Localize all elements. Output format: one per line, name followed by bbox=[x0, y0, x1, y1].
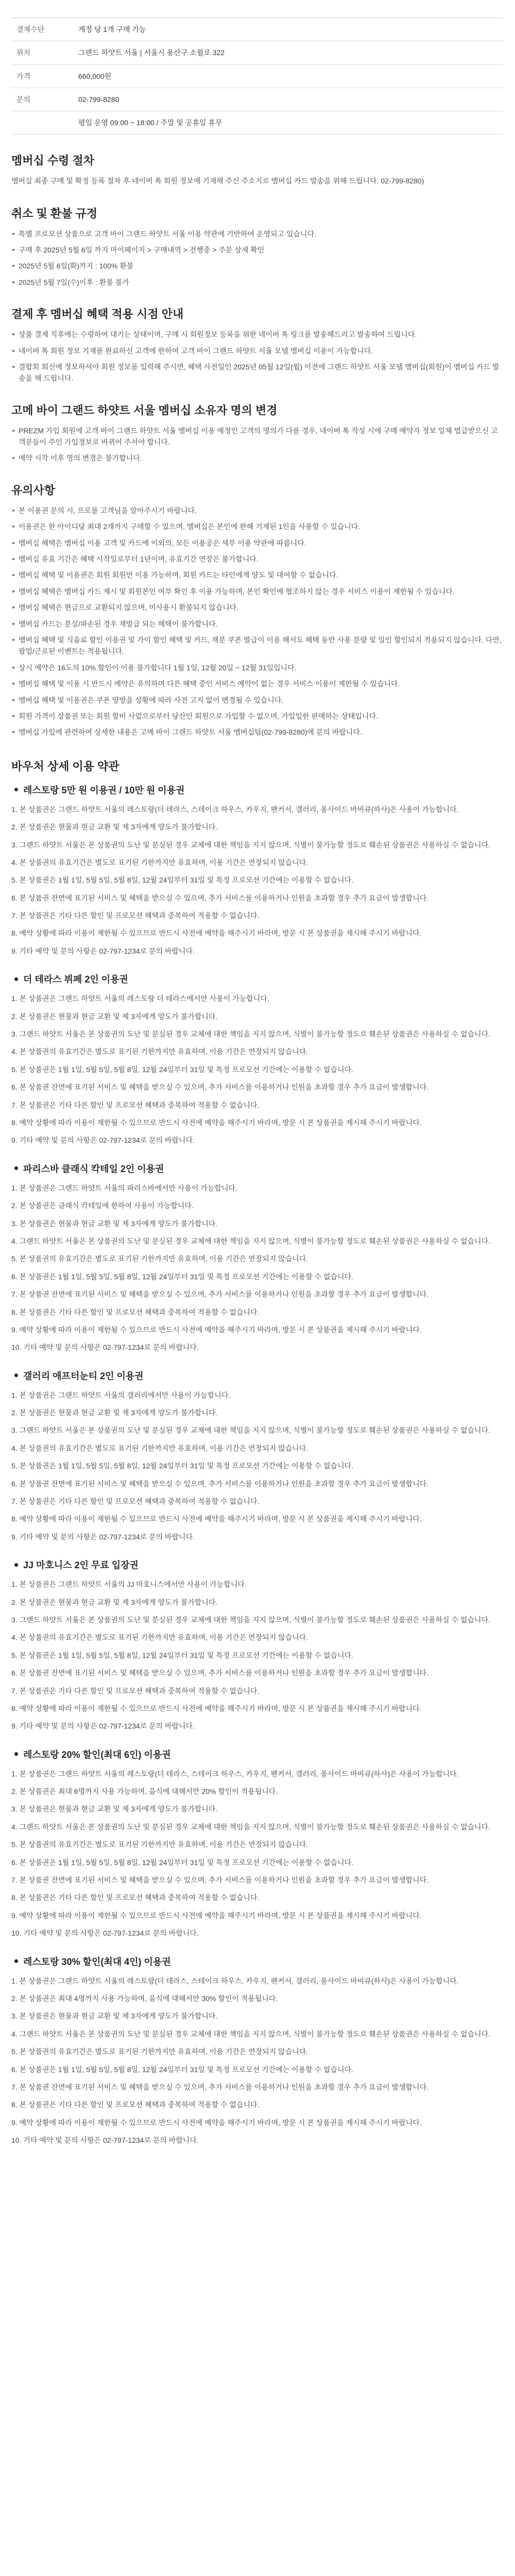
list-item: 이용권은 한 아이디당 최대 2개까지 구매할 수 있으며, 멤버십은 본인에 한해 기재된 1인을 사용할 수 있습니다. bbox=[11, 521, 504, 532]
rule-item: 2. 본 상품권은 현물과 현금 교환 및 제 3자에게 양도가 불가합니다. bbox=[11, 1409, 218, 1417]
info-value bbox=[73, 41, 504, 64]
section-title-receive: 멤버십 수령 절차 bbox=[11, 154, 94, 167]
list-item: 멤버십 혜택 및 식음료 할인 이용권 및 가이 할인 혜택 및 카드, 재분 쿠폰 발급이 이용 해서도 혜택 동반 사용 분량 및 일인 할인되지 적용되지 않습니다. 다만, 팝업/근로된 이벤트는 적용됩니다. bbox=[11, 634, 504, 657]
venue-block bbox=[11, 1748, 504, 1939]
list-item: 멤버십 혜택 및 이용권은 회원 회원만 이용 가능하며, 회원 카드는 타인에게 양도 및 대여할 수 없습니다. bbox=[11, 569, 504, 581]
section-method bbox=[11, 306, 504, 384]
bullet-dot-icon bbox=[14, 788, 18, 791]
info-value bbox=[73, 64, 504, 88]
info-key: 가격 bbox=[11, 64, 73, 88]
info-row bbox=[11, 64, 504, 88]
rule-item: 3. 그랜드 하얏트 서울은 본 상품권의 도난 및 분실된 경우 교체에 대한 책임을 지지 않으며, 식별이 불가능할 정도로 훼손된 상품권은 사용하실 수 없습니다. bbox=[11, 1426, 490, 1435]
rule-item: 6. 본 상품권 잔면에 표기된 서비스 및 혜택을 받으실 수 있으며, 추가 서비스를 이용하거나 인원을 초과할 경우 추가 요금이 발생합니다. bbox=[11, 1083, 429, 1092]
rule-item: 1. 본 상품권은 그랜드 하얏트 서울의 갤러리에서만 사용이 가능합니다. bbox=[11, 1391, 231, 1399]
venue-rules bbox=[11, 1768, 504, 1939]
venue-name: 레스토랑 20% 할인(최대 6인) 이용권 bbox=[23, 1749, 171, 1760]
venue-name: 레스토랑 5만 원 이용권 / 10만 원 이용권 bbox=[23, 785, 185, 795]
rule-item: 5. 본 상품권은 1월 1일, 5월 5일, 5월 8일, 12월 24일부터 31일 및 특정 프로모션 기간에는 이용할 수 없습니다. bbox=[11, 1651, 354, 1659]
venue-block bbox=[11, 972, 504, 1146]
list-item: 멤버십 가입에 관련하여 상세한 내용은 고메 바이 그랜드 하얏트 서울 멤버십팀(02-799-8280)에 문의 바랍니다. bbox=[11, 726, 504, 738]
rule-item: 2. 본 상품권은 현물과 현금 교환 및 제 3자에게 양도가 불가합니다. bbox=[11, 1598, 218, 1606]
venue-name: 갤러리 애프터눈티 2인 이용권 bbox=[23, 1370, 144, 1381]
rule-item: 8. 예약 상황에 따라 이용이 제한될 수 있으므로 반드시 사전에 예약을 해주시기 바라며, 방문 시 본 상품권을 제시해 주시기 바랍니다. bbox=[11, 1704, 422, 1713]
list-item: 상품 결제 직후에는 수령하여 대기는 상태이며, 구매 시 회원정보 등록을 위한 네이버 톡 링크를 발송해드리고 발송하여 드립니다. bbox=[11, 329, 504, 340]
info-key bbox=[11, 111, 73, 134]
list-item: 결합회 회신에 정보하셔야 회원 정보를 입력해 주시면, 혜택 사전일인 2025년 05월 12일(월) 이전에 그랜드 하얏트 서울 모델 멤버십(회원)이 멤버십 카드 발송을 해 드립니다. bbox=[11, 361, 504, 384]
rule-item: 7. 본 상품권은 기타 다른 할인 및 프로모션 혜택과 중복하여 적용할 수 없습니다. bbox=[11, 1497, 260, 1506]
cancel-list bbox=[11, 228, 504, 289]
rule-item: 2. 본 상품권은 최대 4명까지 사용 가능하며, 음식에 대해서만 30% 할인이 적용됩니다. bbox=[11, 1994, 278, 2003]
rule-item: 2. 본 상품권은 현물과 현금 교환 및 제 3자에게 양도가 불가합니다. bbox=[11, 823, 218, 832]
rule-item: 5. 본 상품권은 1월 1일, 5월 5일, 5월 8일, 12월 24일부터 31일 및 특정 프로모션 기간에는 이용할 수 없습니다. bbox=[11, 1462, 354, 1470]
rule-item: 10. 기타 예약 및 문의 사항은 02-797-1234로 문의 바랍니다. bbox=[11, 1343, 199, 1352]
method-list bbox=[11, 329, 504, 384]
rule-item: 1. 본 상품권은 그랜드 하얏트 서울의 레스토랑(더 테라스, 스테이크 하우스, 카우지, 팬커서, 갤러리, 올사이드 바비큐(하사)은 사용이 가능합니다. bbox=[11, 1976, 459, 1985]
info-value-text: 계정 당 1개 구매 가능 bbox=[78, 25, 146, 33]
bullet-dot-icon bbox=[14, 1563, 18, 1567]
list-item: 멤버십 혜택은 현금으로 교환되지 않으며, 미사용시 환불되지 않습니다. bbox=[11, 602, 504, 613]
venue-title bbox=[11, 1558, 504, 1571]
info-row bbox=[11, 111, 504, 134]
venue-name: 레스토랑 30% 할인(최대 4인) 이용권 bbox=[23, 1956, 171, 1967]
info-row bbox=[11, 41, 504, 64]
rule-item: 2. 본 상품권은 현물과 현금 교환 및 제 3자에게 양도가 불가합니다. bbox=[11, 1012, 218, 1021]
section-notice bbox=[11, 482, 504, 738]
list-item: PREZM 가입 회원에 고객 바이 그랜드 하얏트 서울 멤버십 이용 예정인 고객의 명의가 다를 경우, 네이버 톡 작성 시에 구매 예약자 정보 일체 법급받으신 고객분들이 주인 가입정보로 바뀌어 주셔야 합니다. bbox=[11, 425, 504, 448]
list-item: 멤버십 혜택 및 이용 시 반드시 예약은 유의하며 다른 혜택 중인 서비스 예약이 없는 경우 서비스 이용이 제한될 수 있습니다. bbox=[11, 678, 504, 689]
owner-change-list bbox=[11, 425, 504, 464]
venue-title bbox=[11, 783, 504, 796]
venue-block bbox=[11, 783, 504, 957]
info-value bbox=[73, 18, 504, 41]
rule-item: 8. 본 상품권은 기타 다른 할인 및 프로모션 혜택과 중복하여 적용할 수 없습니다. bbox=[11, 2100, 260, 2109]
rule-item: 6. 본 상품권은 1월 1일, 5월 5일, 5월 8일, 12월 24일부터 31일 및 특정 프로모션 기간에는 이용할 수 없습니다. bbox=[11, 1272, 354, 1281]
rule-item: 4. 그랜드 하얏트 서울은 본 상품권의 도난 및 분실된 경우 교체에 대한 책임을 지지 않으며, 식별이 불가능할 정도로 훼손된 상품권은 사용하실 수 없습니다. bbox=[11, 1822, 490, 1831]
section-title-notice: 유의사항 bbox=[11, 483, 56, 497]
list-item: 네이버 톡 회원 정보 기재를 완료하신 고객에 한하여 고객 바이 그랜드 하얏트 서울 모델 멤버십 이용이 가능합니다. bbox=[11, 345, 504, 357]
rule-item: 3. 본 상품권은 현물과 현금 교환 및 제 3자에게 양도가 불가합니다. bbox=[11, 2012, 218, 2021]
list-item: 상시 예약은 16도의 10% 할인이 이용 불가합니다 1월 1일, 12월 20일 ~ 12월 31일입니다. bbox=[11, 662, 504, 673]
rule-item: 2. 본 상품권은 최대 6명까지 사용 가능하며, 음식에 대해서만 20% 할인이 적용됩니다. bbox=[11, 1787, 278, 1796]
rule-item: 8. 예약 상황에 따라 이용이 제한될 수 있으므로 반드시 사전에 예약을 해주시기 바라며, 방문 시 본 상품권을 제시해 주시기 바랍니다. bbox=[11, 1118, 422, 1127]
rule-item: 2. 본 상품권은 클래식 칵테일에 한하여 사용이 가능합니다. bbox=[11, 1201, 194, 1210]
list-item: 2025년 5월 7일(수)이후 : 환불 불가 bbox=[11, 277, 504, 288]
list-item: 본 이용권 문의 시, 프로를 고객님을 알아주시기 바랍니다. bbox=[11, 505, 504, 516]
venue-rules bbox=[11, 1182, 504, 1353]
bullet-dot-icon bbox=[14, 1959, 18, 1963]
list-item: 구매 후 2025년 5월 6일 까지 마이페이지 > 구매내역 > 전행중 > 주문 상세 확인 bbox=[11, 244, 504, 256]
rule-item: 3. 그랜드 하얏트 서울은 본 상품권의 도난 및 분실된 경우 교체에 대한 책임을 지지 않으며, 식별이 불가능할 정도로 훼손된 상품권은 사용하실 수 없습니다. bbox=[11, 1615, 490, 1624]
rule-item: 3. 본 상품권은 현물과 현금 교환 및 제 3자에게 양도가 불가합니다. bbox=[11, 1805, 218, 1814]
rule-item: 4. 본 상품권의 유효기간은 별도로 표기된 기한까지만 유효하며, 이용 기간은 연장되지 않습니다. bbox=[11, 1633, 308, 1642]
rule-item: 1. 본 상품권은 그랜드 하얏트 서울의 JJ 마호니스에서만 사용이 가능합니다. bbox=[11, 1580, 247, 1589]
section-cancel bbox=[11, 205, 504, 289]
list-item: 예약 시작 이후 명의 변경은 불가합니다. bbox=[11, 452, 504, 464]
notice-list bbox=[11, 505, 504, 738]
rule-item: 9. 기타 예약 및 문의 사항은 02-797-1234로 문의 바랍니다. bbox=[11, 1532, 195, 1541]
info-value-text: 그랜드 하얏트 서울 | 서울시 용산구 소월로 322 bbox=[78, 48, 225, 57]
venue-rules bbox=[11, 804, 504, 957]
venue-block bbox=[11, 1955, 504, 2146]
rule-item: 6. 본 상품권 잔면에 표기된 서비스 및 혜택을 받으실 수 있으며, 추가 서비스를 이용하거나 인원을 초과할 경우 추가 요금이 발생합니다. bbox=[11, 893, 429, 902]
info-value-text: 660,000원 bbox=[78, 72, 112, 80]
rule-item: 4. 본 상품권의 유효기간은 별도로 표기된 기한까지만 유효하며, 이용 기간은 연장되지 않습니다. bbox=[11, 1047, 308, 1056]
receive-text: 멤버십 최종 구매 및 확정 등록 절차 후 네이버 톡 회원 정보에 기재해 주신 주소지로 멤버십 카드 발송을 위해 드립니다. 02-799-8280) bbox=[11, 177, 424, 185]
info-value bbox=[73, 111, 504, 134]
rule-item: 8. 예약 상황에 따라 이용이 제한될 수 있으므로 반드시 사전에 예약을 해주시기 바라며, 방문 시 본 상품권을 제시해 주시기 바랍니다. bbox=[11, 929, 422, 938]
info-key: 문의 bbox=[11, 88, 73, 111]
rule-item: 8. 본 상품권은 기타 다른 할인 및 프로모션 혜택과 중복하여 적용할 수 없습니다. bbox=[11, 1893, 260, 1902]
section-title-terms: 바우처 상세 이용 약관 bbox=[11, 759, 119, 773]
rule-item: 4. 그랜드 하얏트 서울은 본 상품권의 도난 및 분실된 경우 교체에 대한 책임을 지지 않으며, 식별이 불가능할 정도로 훼손된 상품권은 사용하실 수 없습니다. bbox=[11, 2029, 490, 2038]
rule-item: 8. 예약 상황에 따라 이용이 제한될 수 있으므로 반드시 사전에 예약을 해주시기 바라며, 방문 시 본 상품권을 제시해 주시기 바랍니다. bbox=[11, 1515, 422, 1523]
section-title-owner-change: 고메 바이 그랜드 하얏트 서울 멤버십 소유자 명의 변경 bbox=[11, 403, 278, 417]
rule-item: 5. 본 상품권의 유효기간은 별도로 표기된 기한까지만 유효하며, 이용 기간은 연장되지 않습니다. bbox=[11, 1840, 308, 1849]
bullet-dot-icon bbox=[14, 1166, 18, 1170]
venue-title bbox=[11, 1955, 504, 1968]
list-item: 멤버십 혜택은 멤버십 카드 제시 및 회원본인 여부 확인 후 이용 가능하며, 본인 확인에 협조하지 않는 경우 서비스 이용이 제한될 수 있습니다. bbox=[11, 586, 504, 597]
info-value bbox=[73, 88, 504, 111]
info-value-text: 평일 운영 09:00 ~ 18:00 / 주말 및 공휴일 휴무 bbox=[78, 118, 222, 127]
venue-rules bbox=[11, 1389, 504, 1543]
rule-item: 5. 본 상품권은 1월 1일, 5월 5일, 5월 8일, 12월 24일부터 31일 및 특정 프로모션 기간에는 이용할 수 없습니다. bbox=[11, 876, 354, 885]
venue-rules bbox=[11, 1975, 504, 2146]
bullet-dot-icon bbox=[14, 1374, 18, 1377]
rule-item: 9. 기타 예약 및 문의 사항은 02-797-1234로 문의 바랍니다. bbox=[11, 946, 195, 955]
rule-item: 4. 본 상품권의 유효기간은 별도로 표기된 기한까지만 유효하며, 이용 기간은 연장되지 않습니다. bbox=[11, 858, 308, 867]
list-item: 특별 프로모션 상품으로 고객 바이 그랜드 하얏트 서울 이용 약관에 기반하여 운영되고 있습니다. bbox=[11, 228, 504, 240]
rule-item: 4. 그랜드 하얏트 서울은 본 상품권의 도난 및 분실된 경우 교체에 대한 책임을 지지 않으며, 식별이 불가능할 정도로 훼손된 상품권은 사용하실 수 없습니다. bbox=[11, 1236, 490, 1245]
section-title-cancel: 취소 및 환불 규정 bbox=[11, 207, 98, 220]
rule-item: 3. 그랜드 하얏트 서울은 본 상품권의 도난 및 분실된 경우 교체에 대한 책임을 지지 않으며, 식별이 불가능할 정도로 훼손된 상품권은 사용하실 수 없습니다. bbox=[11, 840, 490, 849]
rule-item: 10. 기타 예약 및 문의 사항은 02-797-1234로 문의 바랍니다. bbox=[11, 1929, 199, 1938]
rule-item: 8. 본 상품권은 기타 다른 할인 및 프로모션 혜택과 중복하여 적용할 수 없습니다. bbox=[11, 1308, 260, 1316]
rule-item: 7. 본 상품권 잔면에 표기된 서비스 및 혜택을 받으실 수 있으며, 추가 서비스를 이용하거나 인원을 초과할 경우 추가 요금이 발생합니다. bbox=[11, 1290, 429, 1299]
list-item: 2025년 5월 6일(화)까지 : 100% 환불 bbox=[11, 260, 504, 272]
rule-item: 7. 본 상품권은 기타 다른 할인 및 프로모션 혜택과 중복하여 적용할 수 없습니다. bbox=[11, 911, 260, 920]
list-item: 멤버십 혜택은 멤버십 이용 고객 및 카드에 이외의, 모든 이용공은 세부 이용 약관에 따릅니다. bbox=[11, 537, 504, 549]
venue-name: 파리스바 클래식 칵테일 2인 이용권 bbox=[23, 1163, 164, 1174]
rule-item: 7. 본 상품권은 기타 다른 할인 및 프로모션 혜택과 중복하여 적용할 수 없습니다. bbox=[11, 1686, 260, 1695]
list-item: 멤버십 혜택 및 이용권은 쿠폰 양방을 상황에 따라 사전 고지 없이 변경될 수 있습니다. bbox=[11, 694, 504, 706]
info-key: 결제수단 bbox=[11, 18, 73, 41]
venue-block bbox=[11, 1162, 504, 1353]
rule-item: 4. 본 상품권의 유효기간은 별도로 표기된 기한까지만 유효하며, 이용 기간은 연장되지 않습니다. bbox=[11, 1444, 308, 1452]
venue-name: JJ 마호니스 2인 무료 입장권 bbox=[23, 1560, 139, 1571]
bullet-dot-icon bbox=[14, 1752, 18, 1756]
rule-item: 9. 예약 상황에 따라 이용이 제한될 수 있으므로 반드시 사전에 예약을 해주시기 바라며, 방문 시 본 상품권을 제시해 주시기 바랍니다. bbox=[11, 1325, 422, 1334]
section-title-method: 결제 후 멤버십 혜택 적용 시점 안내 bbox=[11, 308, 184, 321]
venue-rules bbox=[11, 1579, 504, 1732]
venue-title bbox=[11, 1162, 504, 1175]
rule-item: 1. 본 상품권은 그랜드 하얏트 서울의 레스토랑(더 테라스, 스테이크 하우스, 카우지, 팬커서, 갤러리, 올사이드 바비큐(하사)은 사용이 가능합니다. bbox=[11, 805, 459, 814]
info-row bbox=[11, 18, 504, 41]
rule-item: 7. 본 상품권 잔면에 표기된 서비스 및 혜택을 받으실 수 있으며, 추가 서비스를 이용하거나 인원을 초과할 경우 추가 요금이 발생합니다. bbox=[11, 1876, 429, 1885]
rule-item: 9. 예약 상황에 따라 이용이 제한될 수 있으므로 반드시 사전에 예약을 해주시기 바라며, 방문 시 본 상품권을 제시해 주시기 바랍니다. bbox=[11, 1911, 422, 1920]
rule-item: 6. 본 상품권 잔면에 표기된 서비스 및 혜택을 받으실 수 있으며, 추가 서비스를 이용하거나 인원을 초과할 경우 추가 요금이 발생합니다. bbox=[11, 1479, 429, 1488]
list-item: 멤버십 카드는 분실/파손된 경우 재발급 되는 해택이 불가합니다. bbox=[11, 618, 504, 630]
info-key: 위치 bbox=[11, 41, 73, 64]
rule-item: 9. 기타 예약 및 문의 사항은 02-797-1234로 문의 바랍니다. bbox=[11, 1136, 195, 1145]
venue-name: 더 테라스 뷔페 2인 이용권 bbox=[23, 974, 128, 985]
section-receive bbox=[11, 152, 504, 187]
rule-item: 5. 본 상품권의 유효기간은 별도로 표기된 기한까지만 유효하며, 이용 기간은 연장되지 않습니다. bbox=[11, 1255, 308, 1263]
info-value-text: 02-799-8280 bbox=[78, 95, 119, 104]
rule-item: 5. 본 상품권은 1월 1일, 5월 5일, 5월 8일, 12월 24일부터 31일 및 특정 프로모션 기간에는 이용할 수 없습니다. bbox=[11, 1065, 354, 1074]
rule-item: 10. 기타 예약 및 문의 사항은 02-797-1234로 문의 바랍니다. bbox=[11, 2136, 199, 2145]
rule-item: 9. 기타 예약 및 문의 사항은 02-797-1234로 문의 바랍니다. bbox=[11, 1722, 195, 1731]
rule-item: 3. 그랜드 하얏트 서울은 본 상품권의 도난 및 분실된 경우 교체에 대한 책임을 지지 않으며, 식별이 불가능할 정도로 훼손된 상품권은 사용하실 수 없습니다. bbox=[11, 1030, 490, 1039]
rule-item: 6. 본 상품권 잔면에 표기된 서비스 및 혜택을 받으실 수 있으며, 추가 서비스를 이용하거나 인원을 초과할 경우 추가 요금이 발생합니다. bbox=[11, 1669, 429, 1677]
venue-block bbox=[11, 1558, 504, 1732]
rule-item: 1. 본 상품권은 그랜드 하얏트 서울의 레스토랑 더 테라스에서만 사용이 가능합니다. bbox=[11, 994, 269, 1003]
venue-title bbox=[11, 1748, 504, 1761]
rule-item: 6. 본 상품권은 1월 1일, 5월 5일, 5월 8일, 12월 24일부터 31일 및 특정 프로모션 기간에는 이용할 수 없습니다. bbox=[11, 1858, 354, 1867]
venue-title bbox=[11, 1369, 504, 1382]
rule-item: 3. 본 상품권은 현물과 현금 교환 및 제 3자에게 양도가 불가합니다. bbox=[11, 1219, 218, 1228]
section-terms bbox=[11, 758, 504, 2146]
product-info-table bbox=[11, 18, 504, 134]
rule-item: 7. 본 상품권 잔면에 표기된 서비스 및 혜택을 받으실 수 있으며, 추가 서비스를 이용하거나 인원을 초과할 경우 추가 요금이 발생합니다. bbox=[11, 2082, 429, 2091]
venue-rules bbox=[11, 993, 504, 1146]
info-row bbox=[11, 88, 504, 111]
venue-title bbox=[11, 972, 504, 986]
bullet-dot-icon bbox=[14, 977, 18, 981]
rule-item: 1. 본 상품권은 그랜드 하얏트 서울의 레스토랑(더 테라스, 스테이크 하우스, 카우지, 팬커서, 갤러리, 올사이드 바비큐(하사)은 사용이 가능합니다. bbox=[11, 1769, 459, 1778]
section-owner-change bbox=[11, 402, 504, 464]
venue-block bbox=[11, 1369, 504, 1543]
rule-item: 9. 예약 상황에 따라 이용이 제한될 수 있으므로 반드시 사전에 예약을 해주시기 바라며, 방문 시 본 상품권을 제시해 주시기 바랍니다. bbox=[11, 2118, 422, 2127]
venue-list bbox=[11, 783, 504, 2146]
list-item: 회원 가격이 상품권 또는 회원 할비 사업으로부터 당산인 회원으로 가입할 수 없으며, 가입입한 판매하는 상태입니다. bbox=[11, 710, 504, 722]
rule-item: 7. 본 상품권은 기타 다른 할인 및 프로모션 혜택과 중복하여 적용할 수 없습니다. bbox=[11, 1100, 260, 1109]
rule-item: 6. 본 상품권은 1월 1일, 5월 5일, 5월 8일, 12월 24일부터 31일 및 특정 프로모션 기간에는 이용할 수 없습니다. bbox=[11, 2065, 354, 2074]
rule-item: 1. 본 상품권은 그랜드 하얏트 서울의 파리스바에서만 사용이 가능합니다. bbox=[11, 1183, 237, 1192]
rule-item: 5. 본 상품권의 유효기간은 별도로 표기된 기한까지만 유효하며, 이용 기간은 연장되지 않습니다. bbox=[11, 2047, 308, 2056]
list-item: 멤버십 유효 기간은 혜택 시작일로부터 1년이며, 유효기간 연장은 불가합니다. bbox=[11, 553, 504, 565]
